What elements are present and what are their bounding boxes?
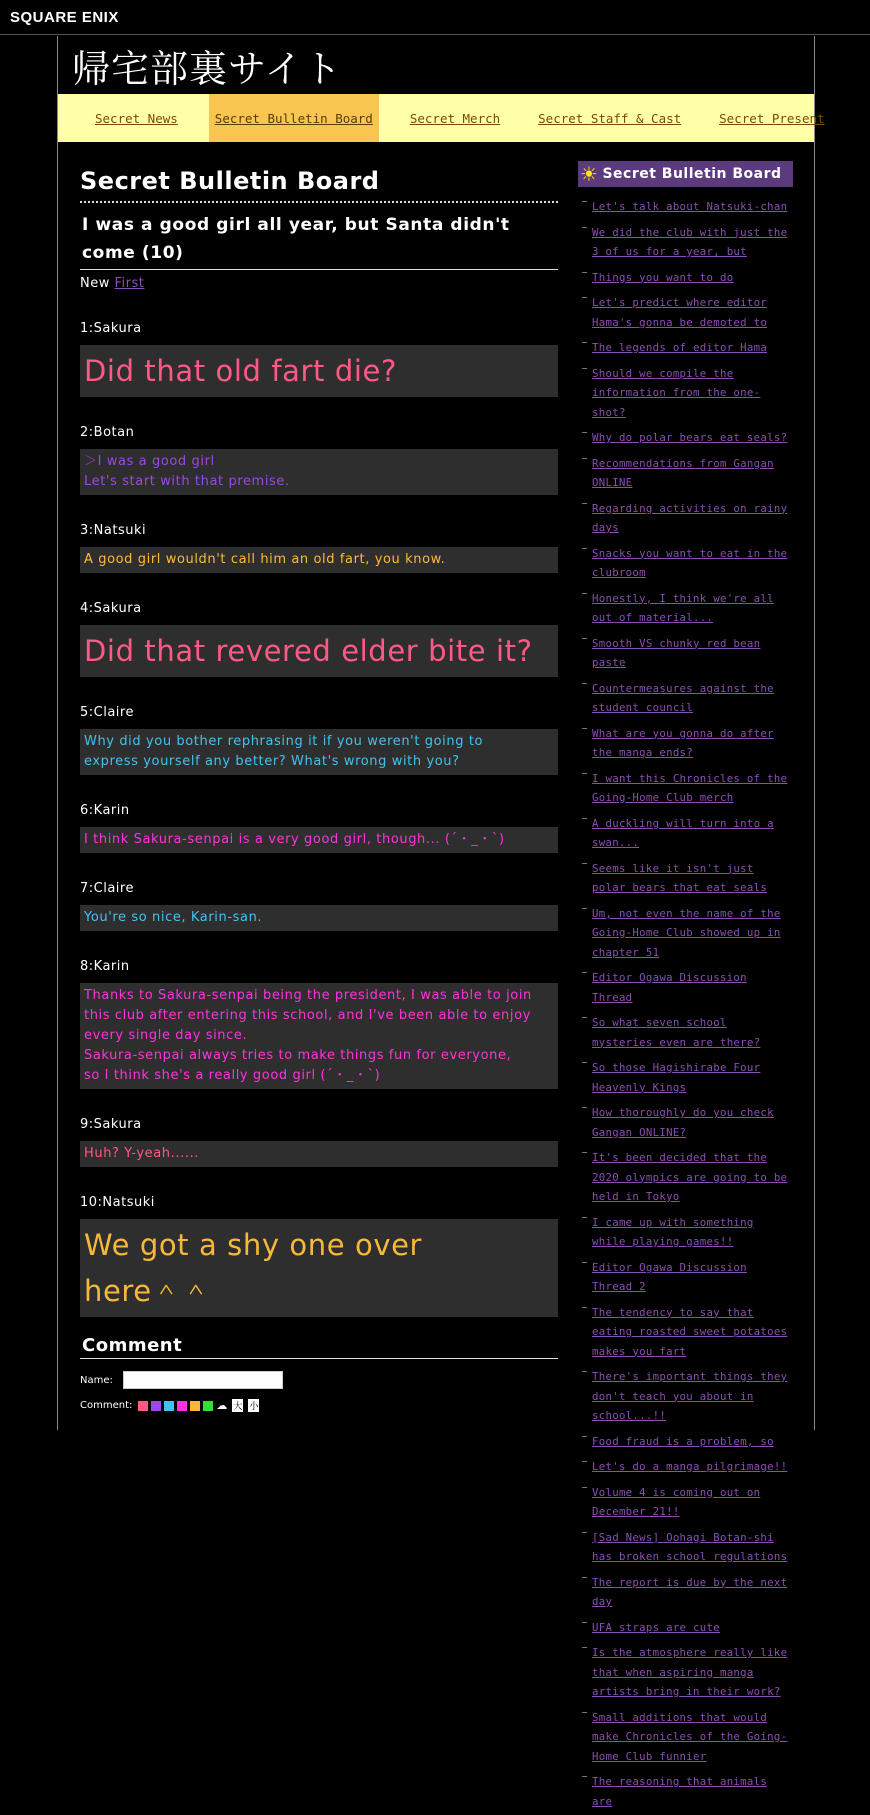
- post-author: 1:Sakura: [80, 321, 142, 336]
- pager-first-link[interactable]: First: [114, 276, 145, 291]
- sidebar-thread-item: [578, 812, 793, 851]
- sidebar-thread-item: [578, 1146, 793, 1205]
- sidebar-thread-link[interactable]: A duckling will turn into a swan...: [592, 816, 774, 849]
- sidebar-thread-item: [578, 1101, 793, 1140]
- post-author: 9:Sakura: [80, 1117, 142, 1132]
- sidebar-thread-item: [578, 1056, 793, 1095]
- sidebar-thread-link[interactable]: How thoroughly do you check Gangan ONLINE?: [592, 1106, 774, 1139]
- sidebar-thread-link[interactable]: Is the atmosphere really like that when aspiring manga artists bring in their work?: [592, 1646, 788, 1698]
- color-swatch-magenta[interactable]: [177, 1401, 187, 1411]
- sidebar-thread-item: [578, 221, 793, 260]
- sidebar-thread-link[interactable]: The reasoning that animals are: [592, 1775, 768, 1808]
- sidebar-thread-link[interactable]: [Sad News] Oohagi Botan-shi has broken school regulations: [592, 1530, 788, 1563]
- name-row: [80, 1371, 558, 1389]
- sidebar-thread-item: [578, 291, 793, 330]
- sidebar-thread-item: [578, 1211, 793, 1250]
- post-body: I think Sakura-senpai is a very good girl, though... (´・_・`): [80, 827, 558, 853]
- sidebar-thread-link[interactable]: We did the club with just the 3 of us for a year, but: [592, 225, 788, 258]
- sidebar-thread-link[interactable]: The legends of editor Hama: [592, 341, 768, 354]
- sidebar-thread-item: [578, 1301, 793, 1360]
- sidebar-thread-item: [578, 966, 793, 1005]
- sidebar-thread-link[interactable]: Should we compile the information from the one-shot?: [592, 366, 761, 419]
- sidebar-thread-link[interactable]: Small additions that would make Chronicles of the Going-Home Club funnier: [592, 1710, 788, 1763]
- sidebar-thread-link[interactable]: Um, not even the name of the Going-Home Club showed up in chapter 51: [592, 906, 781, 959]
- post: [80, 321, 558, 397]
- post-author: 2:Botan: [80, 425, 135, 440]
- post: [80, 959, 558, 1089]
- sidebar-thread-link[interactable]: Seems like it isn't just polar bears that eat seals: [592, 861, 768, 894]
- sidebar-thread-item: [578, 1011, 793, 1050]
- color-swatches: [138, 1399, 259, 1412]
- sidebar-thread-list: [578, 195, 793, 1809]
- site-header: [58, 36, 814, 94]
- sidebar-thread-item: [578, 857, 793, 896]
- sidebar-thread-link[interactable]: Let's do a manga pilgrimage!!: [592, 1460, 788, 1473]
- comment-toolbar: [80, 1399, 558, 1412]
- sidebar-heading: ☀ Secret Bulletin Board: [578, 161, 793, 187]
- sun-icon: ☀: [580, 162, 599, 186]
- sidebar-thread-link[interactable]: Countermeasures against the student council: [592, 681, 774, 714]
- post-body: Why did you bother rephrasing it if you weren't going to express yourself any better? What's wrong with you?: [80, 729, 558, 775]
- post-body: You're so nice, Karin-san.: [80, 905, 558, 931]
- sidebar-thread-link[interactable]: Let's predict where editor Hama's gonna be demoted to: [592, 296, 768, 329]
- pager-new: New: [80, 276, 110, 291]
- sidebar-thread-item: [578, 1616, 793, 1636]
- post-body: Did that old fart die?: [80, 345, 558, 397]
- comment-heading: Comment: [82, 1335, 183, 1356]
- divider: [80, 1358, 558, 1359]
- color-swatch-pink[interactable]: [138, 1401, 148, 1411]
- post-author: 5:Claire: [80, 705, 134, 720]
- sidebar-thread-item: [578, 677, 793, 716]
- sidebar: [578, 161, 793, 1815]
- sidebar-thread-item: [578, 1641, 793, 1700]
- sidebar-thread-item: [578, 195, 793, 215]
- sidebar-thread-item: [578, 1706, 793, 1765]
- sidebar-thread-link[interactable]: Honestly, I think we're all out of material...: [592, 591, 774, 624]
- square-enix-logo[interactable]: SQUARE ENIX: [10, 8, 119, 26]
- comment-label: Comment:: [80, 1400, 133, 1411]
- sidebar-thread-link[interactable]: Things you want to do: [592, 270, 734, 284]
- nav-secret-staff-cast[interactable]: Secret Staff & Cast: [538, 110, 682, 126]
- post-author: 7:Claire: [80, 881, 134, 896]
- sidebar-thread-item: [578, 266, 793, 286]
- post-body: A good girl wouldn't call him an old fart, you know.: [80, 547, 558, 573]
- divider: [80, 269, 558, 270]
- sidebar-thread-link[interactable]: There's important things they don't teach you about in school...!!: [592, 1370, 788, 1422]
- sidebar-thread-item: [578, 426, 793, 446]
- post: [80, 881, 558, 931]
- sidebar-thread-link[interactable]: So what seven school mysteries even are there?: [592, 1016, 761, 1049]
- sidebar-thread-item: [578, 452, 793, 491]
- sidebar-thread-link[interactable]: What are you gonna do after the manga ends?: [592, 726, 774, 759]
- sidebar-thread-item: [578, 587, 793, 626]
- site-logo[interactable]: 帰宅部裏サイト: [72, 46, 343, 91]
- sidebar-thread-link[interactable]: It's been decided that the 2020 olympics are going to be held in Tokyo: [592, 1151, 788, 1203]
- sidebar-thread-link[interactable]: Editor Ogawa Discussion Thread: [592, 971, 747, 1004]
- sidebar-thread-link[interactable]: I came up with something while playing games!!: [592, 1215, 754, 1248]
- sidebar-thread-item: [578, 722, 793, 761]
- post: [80, 523, 558, 573]
- sidebar-thread-link[interactable]: Recommendations from Gangan ONLINE: [592, 456, 774, 489]
- post-author: 10:Natsuki: [80, 1195, 155, 1210]
- sidebar-thread-item: [578, 1571, 793, 1610]
- post: [80, 601, 558, 677]
- size-large-button[interactable]: 大: [232, 1399, 243, 1412]
- post: [80, 1195, 558, 1317]
- sidebar-thread-item: [578, 902, 793, 961]
- sidebar-thread-link[interactable]: Smooth VS chunky red bean paste: [592, 636, 761, 669]
- emoji-icon[interactable]: ☁: [216, 1399, 228, 1412]
- color-swatch-green[interactable]: [203, 1401, 213, 1411]
- sidebar-thread-item: [578, 1256, 793, 1295]
- sidebar-thread-link[interactable]: UFA straps are cute: [592, 1620, 720, 1634]
- sidebar-thread-item: [578, 542, 793, 581]
- size-small-button[interactable]: 小: [248, 1399, 259, 1412]
- thread-title: I was a good girl all year, but Santa didn't come (10): [82, 215, 510, 263]
- sidebar-thread-link[interactable]: Food fraud is a problem, so: [592, 1434, 774, 1448]
- sidebar-thread-link[interactable]: Snacks you want to eat in the clubroom: [592, 546, 788, 579]
- sidebar-thread-link[interactable]: The report is due by the next day: [592, 1575, 788, 1608]
- name-label: Name:: [80, 1374, 113, 1386]
- sidebar-thread-item: [578, 362, 793, 421]
- dotted-divider: [80, 201, 558, 203]
- sidebar-thread-link[interactable]: So those Hagishirabe Four Heavenly Kings: [592, 1061, 761, 1094]
- nav-secret-present[interactable]: Secret Present: [719, 110, 825, 126]
- post: [80, 425, 558, 495]
- post-body: Thanks to Sakura-senpai being the president, I was able to join this club after entering this school, and I've been able to enjoy every single day since. Sakura-senpai always tries to make things fun for everyone, so I think she's a really good girl (´・_・`): [80, 983, 558, 1089]
- sidebar-thread-item: [578, 497, 793, 536]
- sidebar-thread-item: [578, 1526, 793, 1565]
- color-swatch-orange[interactable]: [190, 1401, 200, 1411]
- page-container: [57, 36, 825, 1808]
- main-content: [80, 160, 558, 1412]
- sidebar-thread-item: [578, 1455, 793, 1475]
- sidebar-thread-link[interactable]: I want this Chronicles of the Going-Home Club merch: [592, 771, 788, 804]
- color-swatch-purple[interactable]: [151, 1401, 161, 1411]
- post-author: 8:Karin: [80, 959, 130, 974]
- post-author: 6:Karin: [80, 803, 130, 818]
- sidebar-thread-link[interactable]: Why do polar bears eat seals?: [592, 431, 788, 444]
- color-swatch-cyan[interactable]: [164, 1401, 174, 1411]
- sidebar-thread-item: [578, 336, 793, 356]
- nav-secret-merch[interactable]: Secret Merch: [409, 110, 501, 126]
- pager: [80, 276, 558, 291]
- post-body: We got a shy one over here＾＾: [80, 1219, 558, 1317]
- sidebar-thread-link[interactable]: Editor Ogawa Discussion Thread 2: [592, 1260, 747, 1293]
- sidebar-thread-link[interactable]: Let's talk about Natsuki-chan: [592, 200, 788, 213]
- sidebar-thread-item: [578, 1481, 793, 1520]
- sidebar-thread-item: [578, 767, 793, 806]
- nav-secret-bulletin-board[interactable]: Secret Bulletin Board: [209, 94, 379, 142]
- sidebar-thread-item: [578, 1770, 793, 1809]
- sidebar-thread-link[interactable]: Volume 4 is coming out on December 21!!: [592, 1485, 761, 1518]
- post-body: Did that revered elder bite it?: [80, 625, 558, 677]
- post-body: ＞I was a good girl Let's start with that premise.: [80, 449, 558, 495]
- post-author: 4:Sakura: [80, 601, 142, 616]
- post-author: 3:Natsuki: [80, 523, 147, 538]
- sidebar-thread-link[interactable]: Regarding activities on rainy days: [592, 501, 788, 534]
- sidebar-thread-item: [578, 1365, 793, 1424]
- sidebar-thread-item: [578, 632, 793, 671]
- post: [80, 705, 558, 775]
- sidebar-thread-item: [578, 1430, 793, 1450]
- name-input[interactable]: [123, 1371, 283, 1389]
- page-title: Secret Bulletin Board: [80, 167, 380, 195]
- post: [80, 1117, 558, 1167]
- nav-secret-news[interactable]: Secret News: [95, 110, 178, 126]
- post-body: Huh? Y-yeah......: [80, 1141, 558, 1167]
- main-nav: [58, 94, 825, 142]
- sidebar-thread-link[interactable]: The tendency to say that eating roasted sweet potatoes makes you fart: [592, 1305, 788, 1358]
- post: [80, 803, 558, 853]
- top-bar: [0, 0, 870, 35]
